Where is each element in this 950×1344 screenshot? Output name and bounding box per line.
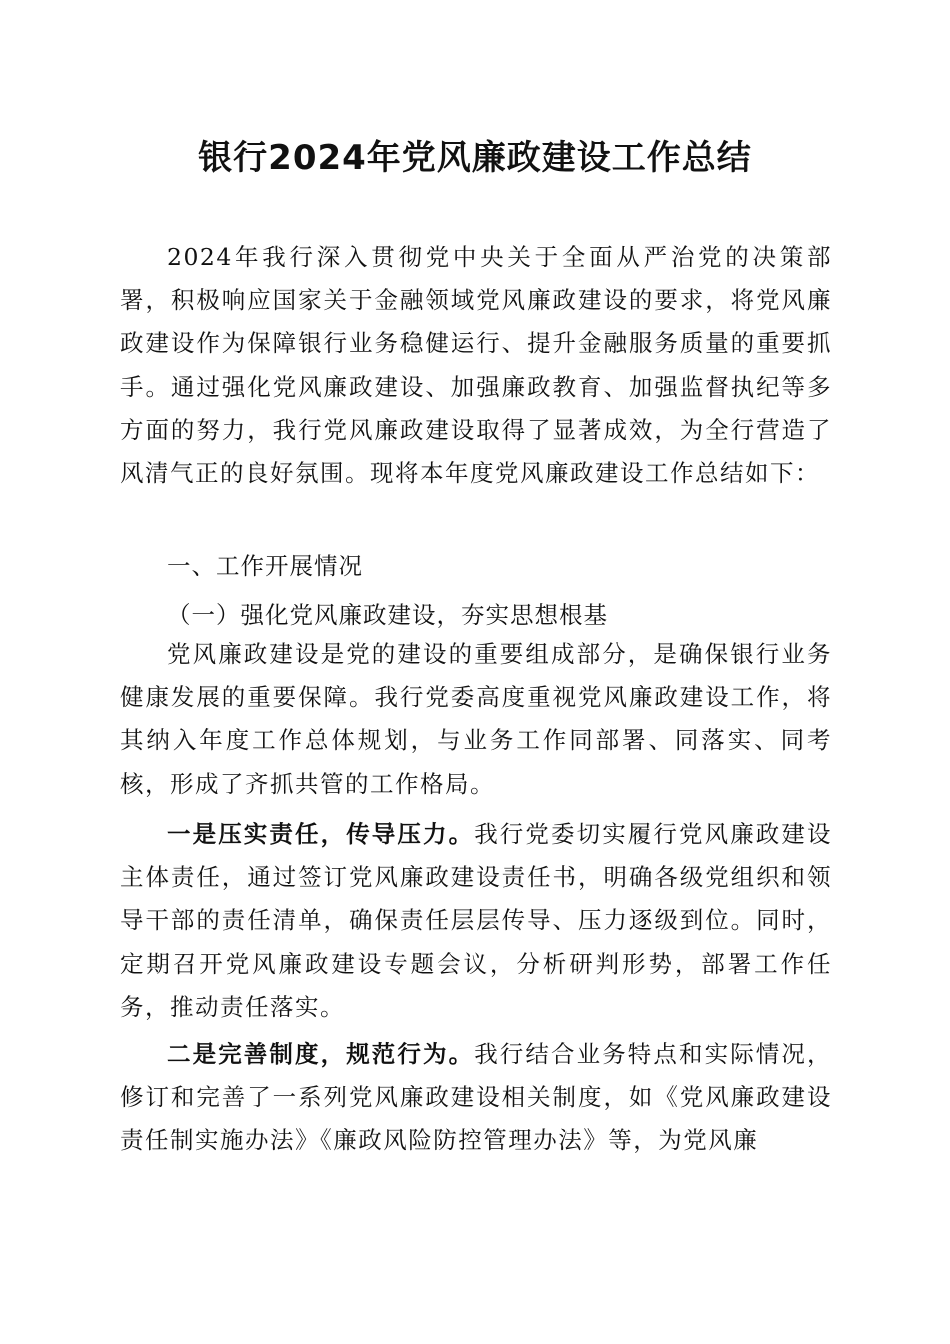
subsection-heading: （一）强化党风廉政建设，夯实思想根基 xyxy=(167,601,608,629)
intro-paragraph: 2024年我行深入贯彻党中央关于全面从严治党的决策部署，积极响应国家关于金融领域党风廉政建设的要求，将党风廉政建设作为保障银行业务稳健运行、提升金融服务质量的重要抓手。通过强化党风廉政建设、加强廉政教育、加强监督执纪等多方面的努力，我行党风廉政建设取得了显著成效，为全行营造了风清气正的良好氛围。现将本年度党风廉政建设工作总结如下： xyxy=(120,243,832,488)
point-two-paragraph xyxy=(120,1033,832,1163)
point-two-text: 我行结合业务特点和实际情况，修订和完善了一系列党风廉政建设相关制度，如《党风廉政建设责任制实施办法》《廉政风险防控管理办法》等，为党风廉 xyxy=(120,1040,833,1155)
point-one-paragraph xyxy=(120,813,832,1029)
point-one-text: 我行党委切实履行党风廉政建设主体责任，通过签订党风廉政建设责任书，明确各级党组织和领导干部的责任清单，确保责任层层传导、压力逐级到位。同时，定期召开党风廉政建设专题会议，分析研判形势，部署工作任务，推动责任落实。 xyxy=(120,820,833,1021)
point-one-lead: 一是压实责任，传导压力。 xyxy=(167,820,475,848)
section-heading: 一、工作开展情况 xyxy=(167,552,363,580)
document-title: 银行2024年党风廉政建设工作总结 xyxy=(198,138,752,178)
subsection-paragraph: 党风廉政建设是党的建设的重要组成部分，是确保银行业务健康发展的重要保障。我行党委高度重视党风廉政建设工作，将其纳入年度工作总体规划，与业务工作同部署、同落实、同考核，形成了齐抓共管的工作格局。 xyxy=(120,640,832,798)
point-two-lead: 二是完善制度，规范行为。 xyxy=(167,1040,475,1068)
